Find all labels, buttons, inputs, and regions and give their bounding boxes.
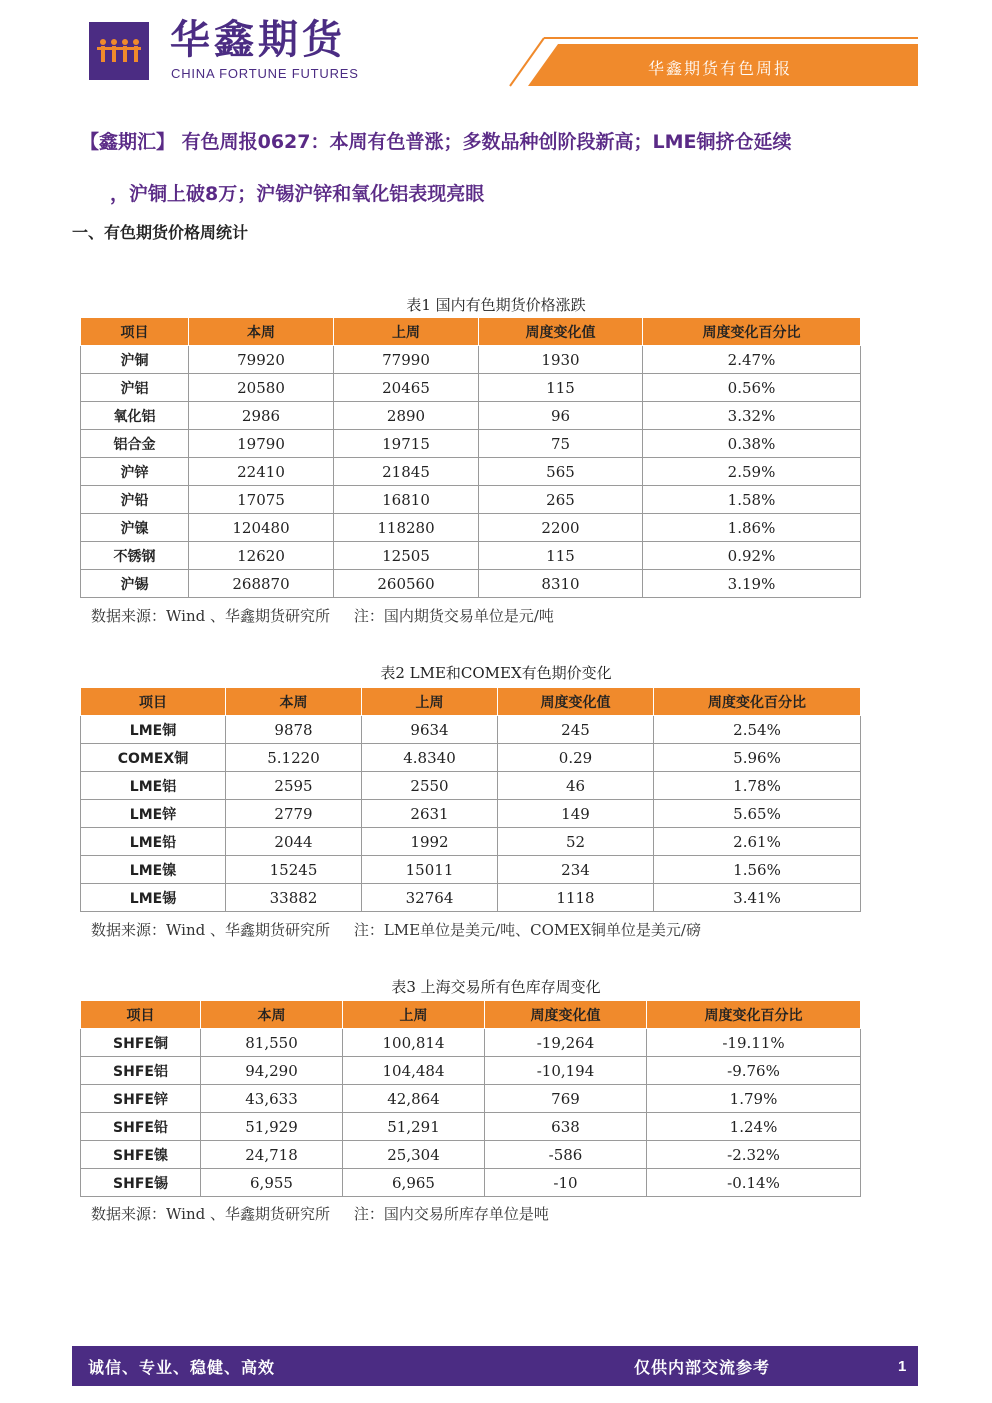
table-row	[81, 346, 861, 374]
table-row	[81, 856, 861, 884]
table1	[80, 317, 861, 598]
table-cell: -19.11%	[647, 1029, 861, 1057]
table-cell: 46	[498, 772, 654, 800]
table-row	[81, 570, 861, 598]
table-cell: 77990	[334, 346, 479, 374]
table-header: 周度变化值	[479, 318, 643, 346]
table-cell: 3.41%	[654, 884, 861, 912]
table-cell: 33882	[226, 884, 362, 912]
table-row	[81, 486, 861, 514]
table-cell: 94,290	[201, 1057, 343, 1085]
table-cell: 1992	[362, 828, 498, 856]
table-row	[81, 744, 861, 772]
table-row	[81, 542, 861, 570]
table-cell: 2595	[226, 772, 362, 800]
table-cell: 118280	[334, 514, 479, 542]
table-cell: 52	[498, 828, 654, 856]
row-label: 铝合金	[81, 430, 189, 458]
row-label: LME铅	[81, 828, 226, 856]
table-header: 上周	[334, 318, 479, 346]
table-cell: 96	[479, 402, 643, 430]
table-header: 本周	[201, 1001, 343, 1029]
table-cell: 234	[498, 856, 654, 884]
table-cell: 42,864	[343, 1085, 485, 1113]
table-cell: 260560	[334, 570, 479, 598]
row-label: SHFE铝	[81, 1057, 201, 1085]
table-cell: 565	[479, 458, 643, 486]
table-header: 周度变化百分比	[654, 688, 861, 716]
row-label: 不锈钢	[81, 542, 189, 570]
table-cell: 2.61%	[654, 828, 861, 856]
table-cell: 19715	[334, 430, 479, 458]
table-cell: 21845	[334, 458, 479, 486]
table-cell: 12505	[334, 542, 479, 570]
table-cell: 2779	[226, 800, 362, 828]
table-cell: 2200	[479, 514, 643, 542]
table-cell: 8310	[479, 570, 643, 598]
table-header: 周度变化值	[485, 1001, 647, 1029]
table-cell: -0.14%	[647, 1169, 861, 1197]
table-cell: 17075	[189, 486, 334, 514]
table-row	[81, 374, 861, 402]
table2	[80, 687, 861, 912]
table1-source-note: 数据来源：Wind 、华鑫期货研究所 注：国内期货交易单位是元/吨	[91, 607, 554, 625]
table-cell: 19790	[189, 430, 334, 458]
table-cell: -10,194	[485, 1057, 647, 1085]
table3-caption: 表3 上海交易所有色库存周变化	[391, 978, 601, 996]
table-header: 周度变化值	[498, 688, 654, 716]
table-cell: 245	[498, 716, 654, 744]
brand-name-cn: 华鑫期货	[170, 17, 346, 63]
row-label: LME铜	[81, 716, 226, 744]
table-cell: -586	[485, 1141, 647, 1169]
table2-source-note: 数据来源：Wind 、华鑫期货研究所 注：LME单位是美元/吨、COMEX铜单位是美元/磅	[91, 921, 701, 939]
table-row	[81, 458, 861, 486]
table-row	[81, 1085, 861, 1113]
table-cell: 20465	[334, 374, 479, 402]
page-number: 1	[898, 1358, 907, 1375]
table-cell: 9634	[362, 716, 498, 744]
page-footer	[72, 1346, 918, 1386]
table-cell: 769	[485, 1085, 647, 1113]
table-cell: 6,955	[201, 1169, 343, 1197]
table-cell: 268870	[189, 570, 334, 598]
table-cell: 32764	[362, 884, 498, 912]
table-row	[81, 1029, 861, 1057]
table-cell: 265	[479, 486, 643, 514]
report-title-line2: ，沪铜上破8万；沪锡沪锌和氧化铝表现亮眼	[110, 183, 485, 205]
table-cell: 75	[479, 430, 643, 458]
table-cell: 0.29	[498, 744, 654, 772]
table-row	[81, 884, 861, 912]
row-label: 沪铅	[81, 486, 189, 514]
table-row	[81, 772, 861, 800]
table-cell: 12620	[189, 542, 334, 570]
table-row	[81, 514, 861, 542]
table-cell: 100,814	[343, 1029, 485, 1057]
table-cell: 0.56%	[643, 374, 861, 402]
table-cell: 3.32%	[643, 402, 861, 430]
table-row	[81, 430, 861, 458]
table-header: 周度变化百分比	[647, 1001, 861, 1029]
row-label: LME镍	[81, 856, 226, 884]
row-label: 沪锌	[81, 458, 189, 486]
row-label: SHFE铅	[81, 1113, 201, 1141]
row-label: 沪锡	[81, 570, 189, 598]
row-label: SHFE镍	[81, 1141, 201, 1169]
table-header: 项目	[81, 688, 226, 716]
row-label: SHFE锌	[81, 1085, 201, 1113]
table-header: 项目	[81, 318, 189, 346]
footer-disclaimer: 仅供内部交流参考	[634, 1358, 771, 1377]
table-header: 本周	[189, 318, 334, 346]
table2-caption: 表2 LME和COMEX有色期价变化	[380, 664, 612, 682]
table-header: 项目	[81, 1001, 201, 1029]
row-label: SHFE铜	[81, 1029, 201, 1057]
table-cell: 2.47%	[643, 346, 861, 374]
table-row	[81, 1141, 861, 1169]
table-header: 周度变化百分比	[643, 318, 861, 346]
table-cell: 2.59%	[643, 458, 861, 486]
table-row	[81, 402, 861, 430]
report-title-line1: 【鑫期汇】 有色周报0627：本周有色普涨；多数品种创阶段新高；LME铜挤仓延续	[80, 131, 792, 153]
table-cell: 0.38%	[643, 430, 861, 458]
table-cell: -10	[485, 1169, 647, 1197]
logo-figures-icon	[95, 36, 143, 66]
table-cell: 115	[479, 542, 643, 570]
table-cell: 22410	[189, 458, 334, 486]
row-label: 沪铝	[81, 374, 189, 402]
report-series-name: 华鑫期货有色周报	[647, 59, 792, 78]
table1-caption: 表1 国内有色期货价格涨跌	[406, 296, 586, 314]
table-row	[81, 828, 861, 856]
table-cell: 4.8340	[362, 744, 498, 772]
table-cell: 5.96%	[654, 744, 861, 772]
table-cell: 1.58%	[643, 486, 861, 514]
table-cell: 2550	[362, 772, 498, 800]
table-cell: 1.78%	[654, 772, 861, 800]
table-cell: 104,484	[343, 1057, 485, 1085]
table-cell: -9.76%	[647, 1057, 861, 1085]
table-row	[81, 800, 861, 828]
row-label: COMEX铜	[81, 744, 226, 772]
table-cell: 15011	[362, 856, 498, 884]
table-cell: 2890	[334, 402, 479, 430]
table-cell: 20580	[189, 374, 334, 402]
table-cell: 2986	[189, 402, 334, 430]
row-label: 氧化铝	[81, 402, 189, 430]
section-heading: 一、有色期货价格周统计	[72, 223, 249, 242]
table-cell: 638	[485, 1113, 647, 1141]
table-cell: 25,304	[343, 1141, 485, 1169]
table3-source-note: 数据来源：Wind 、华鑫期货研究所 注：国内交易所库存单位是吨	[91, 1205, 549, 1223]
company-logo	[89, 22, 149, 80]
row-label: LME锌	[81, 800, 226, 828]
table-row	[81, 1169, 861, 1197]
table-cell: 51,291	[343, 1113, 485, 1141]
table-cell: 2.54%	[654, 716, 861, 744]
table-cell: 51,929	[201, 1113, 343, 1141]
row-label: 沪铜	[81, 346, 189, 374]
row-label: SHFE锡	[81, 1169, 201, 1197]
table-cell: 81,550	[201, 1029, 343, 1057]
table-cell: 1118	[498, 884, 654, 912]
table-cell: 1.56%	[654, 856, 861, 884]
table-header: 上周	[362, 688, 498, 716]
table-cell: 5.65%	[654, 800, 861, 828]
table3	[80, 1000, 861, 1197]
row-label: LME锡	[81, 884, 226, 912]
table-cell: 3.19%	[643, 570, 861, 598]
footer-motto: 诚信、专业、稳健、高效	[88, 1358, 276, 1377]
table-cell: 2631	[362, 800, 498, 828]
table-row	[81, 716, 861, 744]
table-cell: 6,965	[343, 1169, 485, 1197]
row-label: 沪镍	[81, 514, 189, 542]
table-cell: 1.24%	[647, 1113, 861, 1141]
table-row	[81, 1057, 861, 1085]
table-cell: 15245	[226, 856, 362, 884]
table-cell: 24,718	[201, 1141, 343, 1169]
row-label: LME铝	[81, 772, 226, 800]
table-cell: 115	[479, 374, 643, 402]
table-cell: 0.92%	[643, 542, 861, 570]
brand-name-en: CHINA FORTUNE FUTURES	[171, 66, 359, 81]
table-cell: 9878	[226, 716, 362, 744]
table-cell: 149	[498, 800, 654, 828]
table-cell: 1.86%	[643, 514, 861, 542]
table-header: 本周	[226, 688, 362, 716]
table-cell: -19,264	[485, 1029, 647, 1057]
table-row	[81, 1113, 861, 1141]
table-cell: 2044	[226, 828, 362, 856]
table-cell: 43,633	[201, 1085, 343, 1113]
table-cell: 1.79%	[647, 1085, 861, 1113]
table-cell: 1930	[479, 346, 643, 374]
table-cell: 79920	[189, 346, 334, 374]
table-cell: 5.1220	[226, 744, 362, 772]
table-cell: 16810	[334, 486, 479, 514]
table-header: 上周	[343, 1001, 485, 1029]
table-cell: -2.32%	[647, 1141, 861, 1169]
report-title	[80, 116, 930, 220]
table-cell: 120480	[189, 514, 334, 542]
